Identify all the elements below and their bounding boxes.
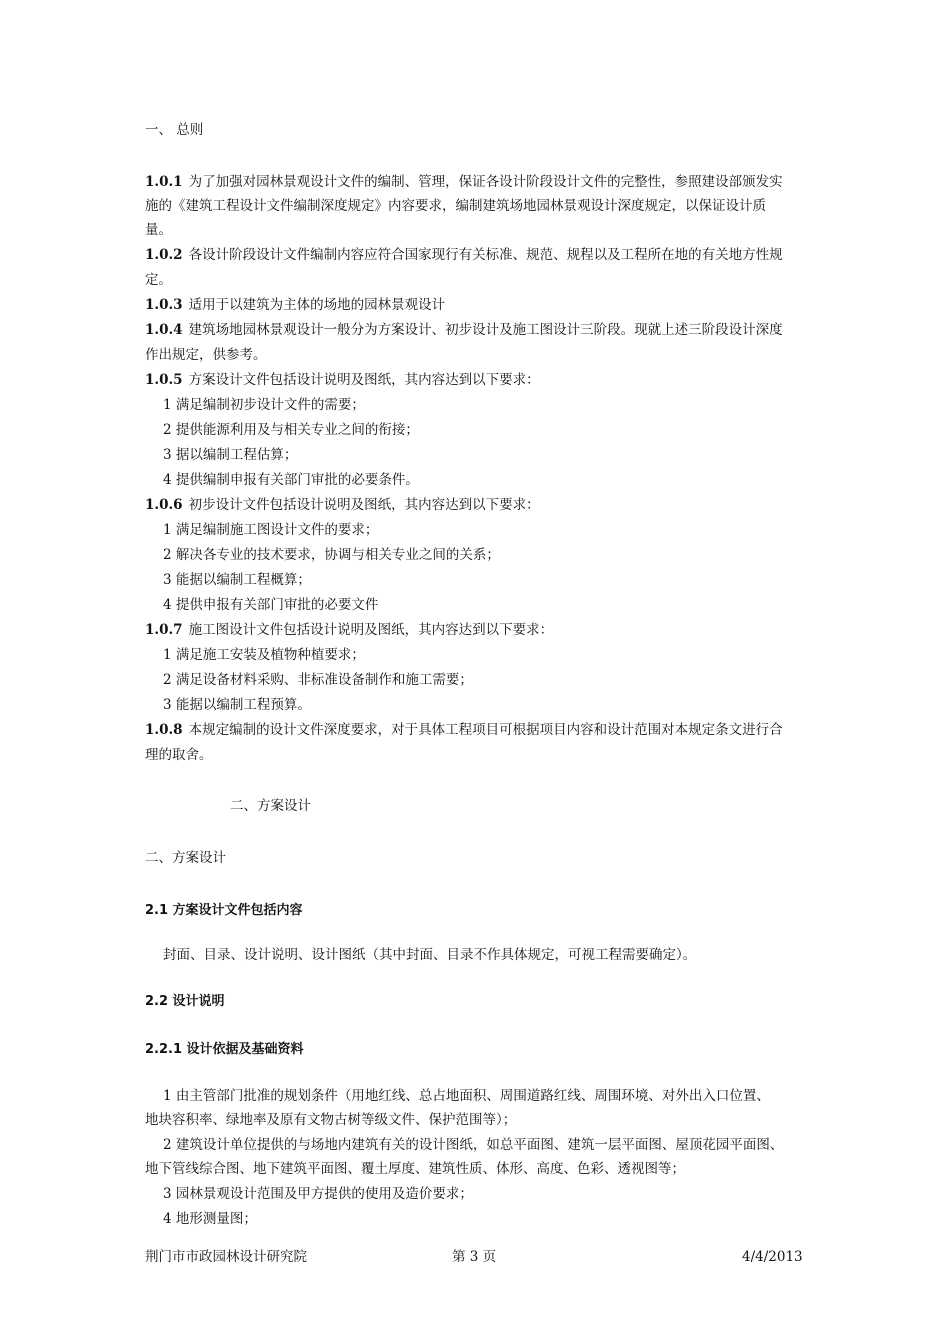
list-item: 3 园林景观设计范围及甲方提供的使用及造价要求； xyxy=(163,1186,473,1202)
clause-1-0-1-cont: 量。 xyxy=(145,222,172,238)
list-item: 4 提供申报有关部门审批的必要文件 xyxy=(163,597,379,613)
clause-1-0-5 xyxy=(145,371,540,390)
clause-text: 适用于以建筑为主体的场地的园林景观设计 xyxy=(188,297,446,313)
clause-1-0-6 xyxy=(145,496,540,515)
section-1-heading: 一、 总则 xyxy=(145,122,204,138)
clause-1-0-2-cont: 定。 xyxy=(145,272,172,288)
footer-organization: 荆门市市政园林设计研究院 xyxy=(145,1249,307,1265)
clause-text: 各设计阶段设计文件编制内容应符合国家现行有关标准、规范、规程以及工程所在地的有关地方性规 xyxy=(188,247,783,263)
clause-text: 本规定编制的设计文件深度要求，对于具体工程项目可根据项目内容和设计范围对本规定条文进行合 xyxy=(188,722,783,738)
clause-1-0-3 xyxy=(145,296,445,315)
paragraph-2-1: 封面、目录、设计说明、设计图纸（其中封面、目录不作具体规定，可视工程需要确定）。 xyxy=(163,947,697,963)
list-item: 2 解决各专业的技术要求，协调与相关专业之间的关系； xyxy=(163,547,500,563)
list-item: 1 满足编制初步设计文件的需要； xyxy=(163,397,365,413)
list-item: 2 满足设备材料采购、非标准设备制作和施工需要； xyxy=(163,672,473,688)
clause-1-0-2 xyxy=(145,246,783,265)
list-item: 2 提供能源利用及与相关专业之间的衔接； xyxy=(163,422,419,438)
clause-1-0-7 xyxy=(145,621,553,640)
clause-text: 为了加强对园林景观设计文件的编制、管理，保证各设计阶段设计文件的完整性，参照建设部颁发实 xyxy=(188,174,783,190)
clause-1-0-4 xyxy=(145,321,783,340)
list-item: 1 满足编制施工图设计文件的要求； xyxy=(163,522,379,538)
clause-1-0-8 xyxy=(145,721,783,740)
clause-text: 建筑场地园林景观设计一般分为方案设计、初步设计及施工图设计三阶段。现就上述三阶段设计深度 xyxy=(188,322,783,338)
clause-1-0-1 xyxy=(145,173,783,192)
clause-text: 方案设计文件包括设计说明及图纸，其内容达到以下要求： xyxy=(188,372,540,388)
heading-2-2-1: 2.2.1 设计依据及基础资料 xyxy=(145,1042,304,1057)
list-item: 1 由主管部门批准的规划条件（用地红线、总占地面积、周围道路红线、周围环境、对外出入口位置、 xyxy=(163,1088,770,1104)
list-item: 1 满足施工安装及植物种植要求； xyxy=(163,647,365,663)
clause-number: 1.0.6 xyxy=(145,497,183,513)
section-2-title: 二、方案设计 xyxy=(145,850,226,866)
list-item: 4 提供编制申报有关部门审批的必要条件。 xyxy=(163,472,419,488)
footer-date: 4/4/2013 xyxy=(742,1249,803,1265)
list-item: 3 能据以编制工程预算。 xyxy=(163,697,311,713)
heading-2-1: 2.1 方案设计文件包括内容 xyxy=(145,903,303,918)
clause-number: 1.0.5 xyxy=(145,372,183,388)
clause-1-0-1-cont: 施的《建筑工程设计文件编制深度规定》内容要求，编制建筑场地园林景观设计深度规定，以保证设计质 xyxy=(145,198,766,214)
list-item-cont: 地下管线综合图、地下建筑平面图、覆土厚度、建筑性质、体形、高度、色彩、透视图等； xyxy=(145,1161,685,1177)
clause-number: 1.0.8 xyxy=(145,722,183,738)
list-item: 4 地形测量图； xyxy=(163,1211,257,1227)
clause-number: 1.0.7 xyxy=(145,622,183,638)
footer-page-number: 第 3 页 xyxy=(452,1249,497,1265)
clause-1-0-4-cont: 作出规定，供参考。 xyxy=(145,347,267,363)
list-item: 2 建筑设计单位提供的与场地内建筑有关的设计图纸，如总平面图、建筑一层平面图、屋顶花园平面图、 xyxy=(163,1137,784,1153)
clause-text: 施工图设计文件包括设计说明及图纸，其内容达到以下要求： xyxy=(188,622,554,638)
list-item-cont: 地块容积率、绿地率及原有文物古树等级文件、保护范围等）； xyxy=(145,1112,517,1128)
heading-2-2: 2.2 设计说明 xyxy=(145,994,225,1009)
list-item: 3 据以编制工程估算； xyxy=(163,447,298,463)
list-item: 3 能据以编制工程概算； xyxy=(163,572,311,588)
section-2-title-centered: 二、方案设计 xyxy=(230,798,311,814)
clause-number: 1.0.1 xyxy=(145,174,183,190)
clause-number: 1.0.4 xyxy=(145,322,183,338)
clause-1-0-8-cont: 理的取舍。 xyxy=(145,747,213,763)
clause-number: 1.0.3 xyxy=(145,297,183,313)
clause-text: 初步设计文件包括设计说明及图纸，其内容达到以下要求： xyxy=(188,497,540,513)
clause-number: 1.0.2 xyxy=(145,247,183,263)
